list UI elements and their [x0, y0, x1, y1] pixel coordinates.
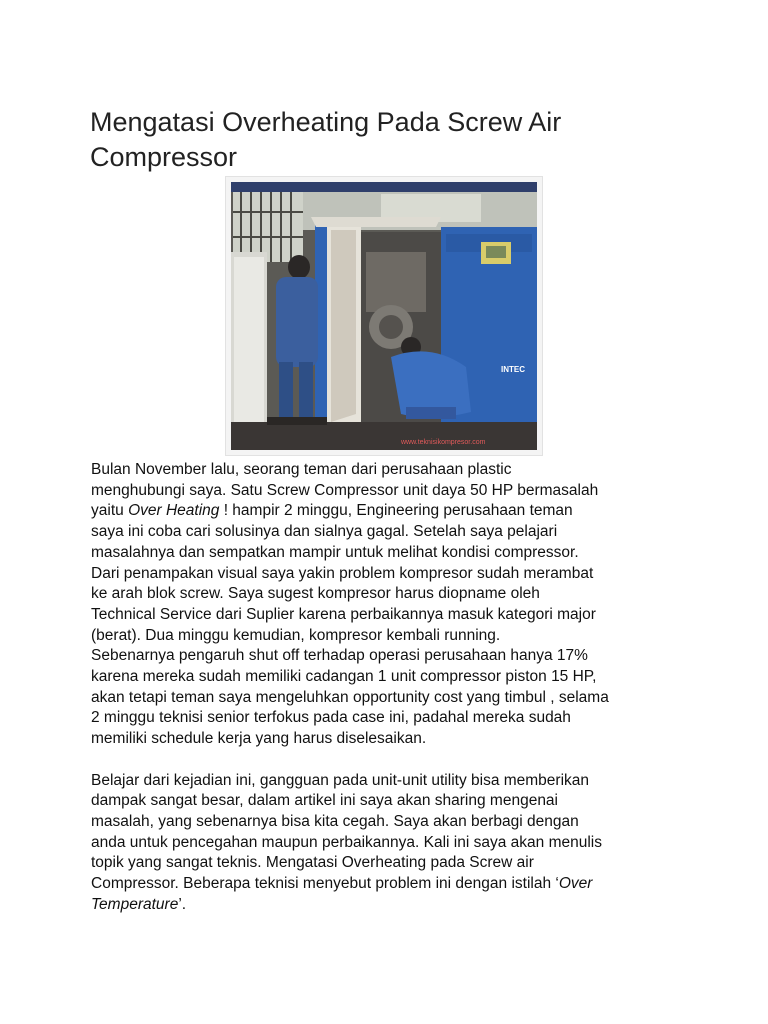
compressor-photo: [225, 176, 543, 456]
paragraph-line: Dari penampakan visual saya yakin problem kompresor sudah merambat: [91, 564, 594, 582]
paragraph-line: masalahnya dan sempatkan mampir untuk melihat kondisi compressor.: [91, 543, 579, 561]
article-body: [91, 460, 691, 936]
text-fragment: yaitu: [91, 502, 129, 520]
paragraph-1: [91, 460, 691, 750]
machine-label: INTEC: [501, 365, 525, 374]
text-fragment: ! hampir 2 minggu, Engineering perusahaan teman: [219, 502, 573, 520]
text-fragment: ’.: [178, 895, 187, 913]
paragraph-line: dampak sangat besar, dalam artikel ini saya akan sharing mengenai: [91, 792, 558, 810]
title-line-2: Compressor: [90, 142, 238, 172]
paragraph-2: [91, 771, 691, 916]
paragraph-line: masalah, yang sebenarnya bisa kita cegah. Saya akan berbagi dengan: [91, 812, 579, 830]
paragraph-line: [91, 501, 691, 522]
page-title: [90, 105, 650, 175]
paragraph-line: [91, 895, 691, 916]
compressor-photo-illustration: [231, 182, 537, 450]
paragraph-line: (berat). Dua minggu kemudian, kompresor kembali running.: [91, 626, 501, 644]
paragraph-line: saya ini coba cari solusinya dan sialnya gagal. Setelah saya pelajari: [91, 523, 558, 541]
paragraph-line: Sebenarnya pengaruh shut off terhadap operasi perusahaan hanya 17%: [91, 647, 588, 665]
emphasis-over-heating: Over Heating: [128, 502, 220, 520]
title-line-1: Mengatasi Overheating Pada Screw Air: [90, 107, 562, 137]
paragraph-line: akan tetapi teman saya mengeluhkan opportunity cost yang timbul , selama: [91, 688, 609, 706]
paragraph-line: topik yang sangat teknis. Mengatasi Overheating pada Screw air: [91, 854, 534, 872]
paragraph-line: Bulan November lalu, seorang teman dari perusahaan plastic: [91, 461, 512, 478]
paragraph-line: anda untuk pencegahan maupun perbaikannya. Kali ini saya akan menulis: [91, 833, 602, 851]
text-fragment: Compressor. Beberapa teknisi menyebut problem ini dengan istilah ‘: [91, 875, 559, 893]
paragraph-line: ke arah blok screw. Saya sugest kompresor harus diopname oleh: [91, 585, 540, 603]
paragraph-line: Technical Service dari Suplier karena perbaikannya masuk kategori major: [91, 605, 596, 623]
paragraph-line: memiliki schedule kerja yang harus diselesaikan.: [91, 730, 427, 748]
paragraph-line: Belajar dari kejadian ini, gangguan pada unit-unit utility bisa memberikan: [91, 771, 590, 789]
paragraph-line: menghubungi saya. Satu Screw Compressor unit daya 50 HP bermasalah: [91, 481, 599, 499]
photo-watermark: www.teknisikompresor.com: [401, 439, 486, 446]
paragraph-line: 2 minggu teknisi senior terfokus pada case ini, padahal mereka sudah: [91, 709, 571, 727]
paragraph-line: karena mereka sudah memiliki cadangan 1 unit compressor piston 15 HP,: [91, 668, 597, 686]
emphasis-over: Over: [558, 875, 593, 893]
paragraph-line: [91, 874, 691, 895]
emphasis-temperature: Temperature: [91, 895, 179, 913]
